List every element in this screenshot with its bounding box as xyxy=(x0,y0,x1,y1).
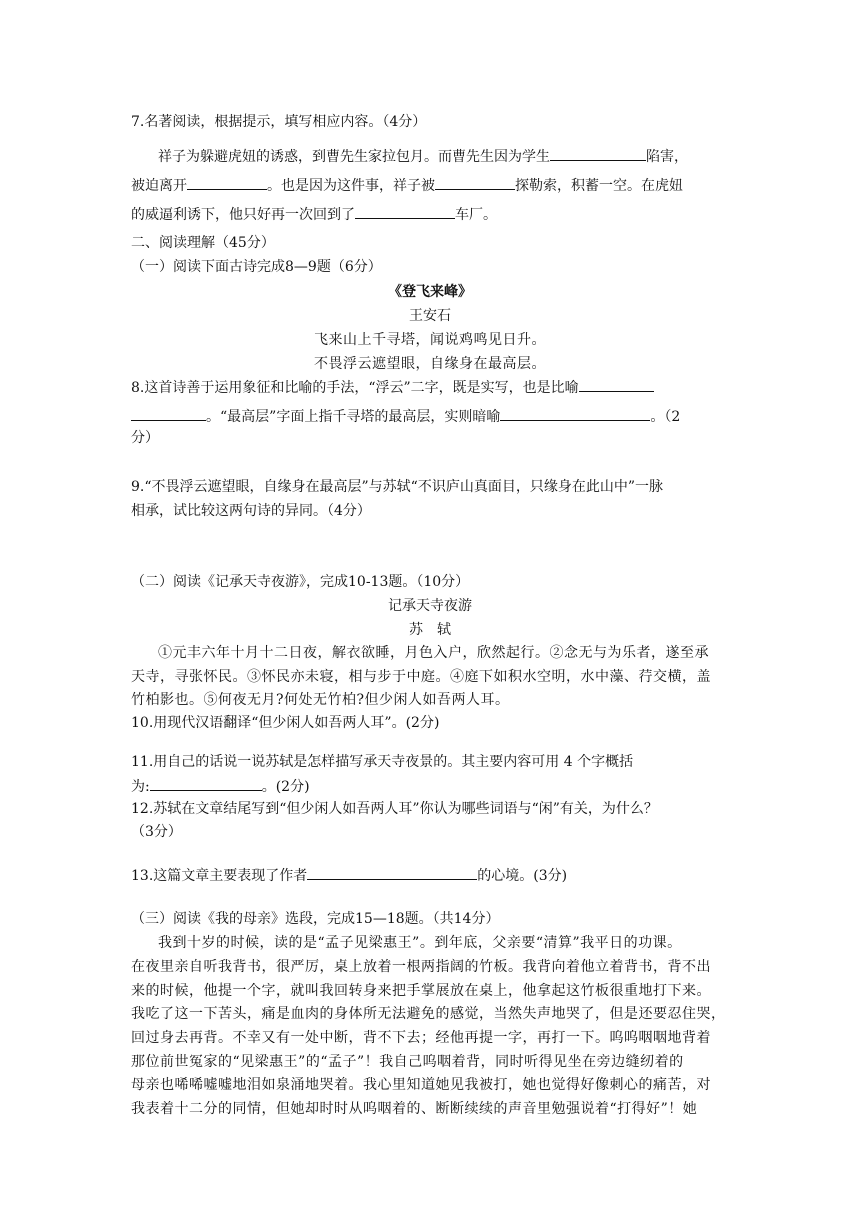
prose-line-3: 竹柏影也。⑤何夜无月?何处无竹柏?但少闲人如吾两人耳。 xyxy=(131,692,510,708)
answer-blank[interactable] xyxy=(187,175,267,190)
q7-line-1: 祥子为躲避虎妞的诱惑，到曹先生家拉包月。而曹先生因为学生 陷害， xyxy=(158,146,688,167)
passage-line-6: 那位前世冤家的“见梁惠王”的“孟子”！我自己呜咽着背，同时听得见坐在旁边缝纫着的 xyxy=(131,1054,684,1070)
part-3-heading: （三）阅读《我的母亲》选段，完成15—18题。（共14分） xyxy=(131,911,500,927)
q7-line-2: 被迫离开 。也是因为这件事，祥子被 探勒索，积蓄一空。在虎妞 xyxy=(131,175,683,196)
prose-line-1: ①元丰六年十月十二日夜，解衣欲睡，月色入户，欣然起行。②念无与为乐者，遂至承 xyxy=(158,645,709,661)
passage-line-2: 在夜里亲自听我背书，很严厉，桌上放着一根两指阔的竹板。我背向着他立着背书，背不出 xyxy=(131,959,711,975)
passage-line-5: 回过身去再背。不幸又有一处中断，背不下去；经他再提一字，再打一下。呜呜咽咽地背着 xyxy=(131,1030,711,1046)
q8-line-2: 。“最高层”字面上指千寻塔的最高层，实则暗喻 。（2 xyxy=(131,406,680,427)
q11-line-1: 11.用自己的话说一说苏轼是怎样描写承天寺夜景的。其主要内容可用 4 个字概括 xyxy=(131,754,634,770)
q13: 13.这篇文章主要表现了作者 的心境。(3分) xyxy=(131,865,567,886)
section-2-heading: 二、阅读理解（45分） xyxy=(131,235,275,251)
part-2-heading: （二）阅读《记承天寺夜游》，完成10-13题。（10分） xyxy=(131,574,470,590)
q7-line-3: 的威逼利诱下，他只好再一次回到了 车厂。 xyxy=(131,204,497,225)
answer-blank[interactable] xyxy=(307,865,477,880)
answer-blank[interactable] xyxy=(355,204,455,219)
answer-blank[interactable] xyxy=(579,377,654,392)
q12-line-1: 12.苏轼在文章结尾写到“但少闲人如吾两人耳”你认为哪些词语与“闲”有关，为什么？ xyxy=(131,801,658,817)
q10: 10.用现代汉语翻译“但少闲人如吾两人耳”。(2分) xyxy=(131,715,440,731)
passage-line-4: 我吃了这一下苦头，痛是血肉的身体所无法避免的感觉，当然失声地哭了，但是还要忍住哭， xyxy=(131,1006,726,1022)
poem-title: 《登飞来峰》 xyxy=(388,284,472,300)
q8-line-3: 分） xyxy=(131,430,159,446)
answer-blank[interactable] xyxy=(131,406,206,421)
q8-line-1: 8.这首诗善于运用象征和比喻的手法，“浮云”二字，既是实写，也是比喻 xyxy=(131,377,654,398)
passage-line-3: 来的时候，他提一个字，就叫我回转身来把手掌展放在桌上，他拿起这竹板很重地打下来。 xyxy=(131,983,711,999)
q7-title: 7.名著阅读，根据提示，填写相应内容。（4分） xyxy=(131,114,427,130)
prose-author: 苏 轼 xyxy=(409,622,451,638)
prose-line-2: 天寺，寻张怀民。③怀民亦未寝，相与步于中庭。④庭下如积水空明，水中藻、荇交横，盖 xyxy=(131,669,711,685)
answer-blank[interactable] xyxy=(435,175,515,190)
answer-blank[interactable] xyxy=(150,776,262,791)
answer-blank[interactable] xyxy=(500,406,650,421)
passage-line-7: 母亲也唏唏嘘嘘地泪如泉涌地哭着。我心里知道她见我被打，她也觉得好像刺心的痛苦，对 xyxy=(131,1077,711,1093)
q9-line-2: 相承，试比较这两句诗的异同。（4分） xyxy=(131,503,371,519)
poem-line-1: 飞来山上千寻塔，闻说鸡鸣见日升。 xyxy=(314,332,546,348)
poem-author: 王安石 xyxy=(409,308,451,324)
q9-line-1: 9.“不畏浮云遮望眼，自缘身在最高层”与苏轼“不识庐山真面目，只缘身在此山中”一脉 xyxy=(131,479,663,495)
q12-line-2: （3分） xyxy=(131,824,182,840)
part-1-heading: （一）阅读下面古诗完成8—9题（6分） xyxy=(131,259,382,275)
passage-line-1: 我到十岁的时候，读的是“孟子见梁惠王”。到年底，父亲要“清算”我平日的功课。 xyxy=(158,935,682,951)
answer-blank[interactable] xyxy=(550,146,646,161)
poem-line-2: 不畏浮云遮望眼，自缘身在最高层。 xyxy=(314,356,546,372)
q11-line-2: 为: 。(2分) xyxy=(131,776,310,797)
passage-line-8: 我表着十二分的同情，但她却时时从呜咽着的、断断续续的声音里勉强说着“打得好”！她 xyxy=(131,1101,698,1117)
prose-title: 记承天寺夜游 xyxy=(388,598,472,614)
